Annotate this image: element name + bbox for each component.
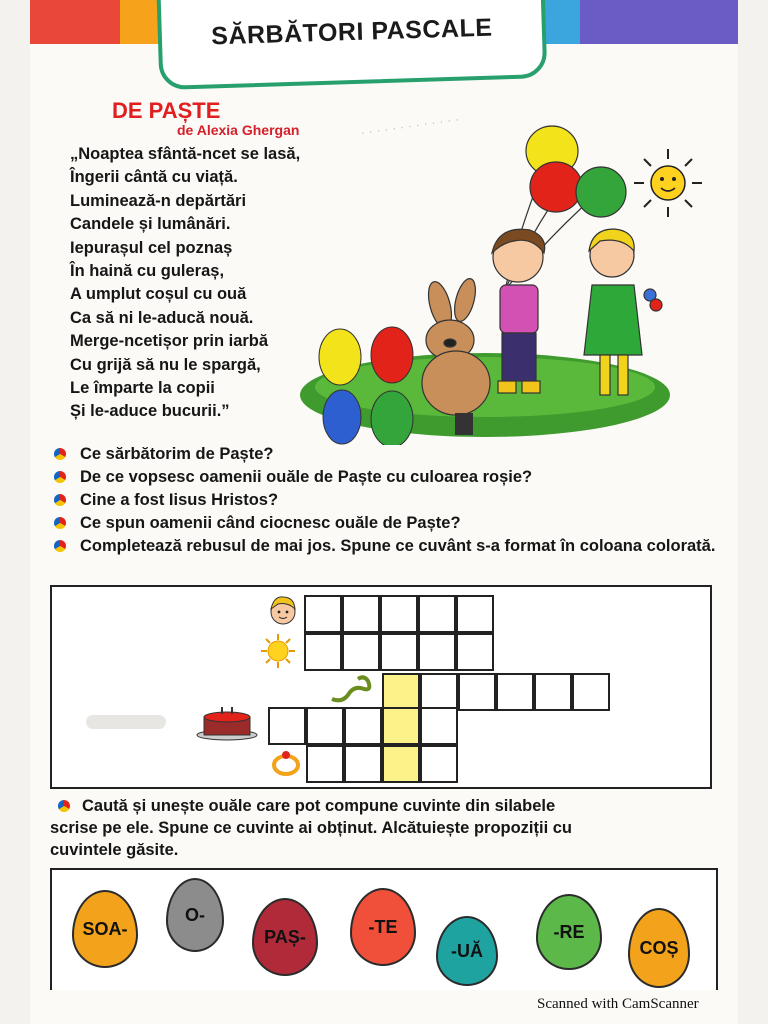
crossword-cell[interactable] — [344, 745, 382, 783]
poem-line: Cu grijă să nu le spargă, — [70, 355, 261, 374]
easter-illustration — [300, 125, 710, 445]
egg-syllable-re[interactable]: -RE — [536, 894, 602, 970]
bullet-icon — [54, 540, 66, 552]
crossword-cell[interactable] — [418, 595, 456, 633]
blue-egg — [323, 390, 361, 444]
paint-pot — [455, 413, 473, 435]
bullet-icon — [54, 448, 66, 460]
crossword-cell[interactable] — [382, 707, 420, 745]
crossword-cell[interactable] — [342, 595, 380, 633]
show-through-text: · · · · · · · · · · · · · — [359, 111, 461, 140]
crossword-cell[interactable] — [304, 633, 342, 671]
egg-syllable-cos[interactable]: COȘ — [628, 908, 690, 988]
egg-task-instructions — [50, 795, 720, 861]
questions-list — [52, 443, 722, 558]
task-line: Caută și unește ouăle care pot compune cuvinte din silabele — [82, 797, 556, 815]
page-title: SĂRBĂTORI PASCALE — [210, 13, 493, 51]
title-banner — [157, 0, 548, 90]
green-egg — [371, 391, 413, 445]
poem-line: Și le-aduce bucurii.” — [70, 402, 230, 421]
crossword-cell[interactable] — [418, 633, 456, 671]
egg-syllable-soa[interactable]: SOA- — [72, 890, 138, 968]
sun-icon — [260, 633, 296, 669]
cake-icon — [194, 705, 260, 741]
yellow-egg — [319, 329, 361, 385]
poem-line: A umplut coșul cu ouă — [70, 285, 247, 304]
crossword-cell[interactable] — [380, 595, 418, 633]
task-line: cuvintele găsite. — [50, 841, 179, 859]
question-item: De ce vopsesc oamenii ouăle de Paște cu culoarea roșie? — [52, 466, 722, 489]
child-face-icon — [266, 593, 300, 627]
crossword-cell[interactable] — [572, 673, 610, 711]
crossword-cell[interactable] — [268, 707, 306, 745]
scanner-watermark: Scanned with CamScanner — [537, 996, 699, 1012]
crossword-cell[interactable] — [534, 673, 572, 711]
egg-syllable-te[interactable]: -TE — [350, 888, 416, 966]
bullet-icon — [58, 800, 70, 812]
poem-line: În haină cu guleraș, — [70, 262, 225, 281]
crossword-cell[interactable] — [306, 707, 344, 745]
egg-syllable-ua[interactable]: -UĂ — [436, 916, 498, 986]
syllable-eggs-panel — [50, 868, 718, 990]
poem-line: Iepurașul cel poznaș — [70, 238, 233, 257]
crossword-puzzle — [50, 585, 712, 789]
poem-line: Luminează-n depărtări — [70, 191, 247, 210]
crossword-cell[interactable] — [344, 707, 382, 745]
crossword-cell[interactable] — [382, 745, 420, 783]
crossword-cell[interactable] — [420, 707, 458, 745]
egg-syllable-pas[interactable]: PAȘ- — [252, 898, 318, 976]
ring-icon — [270, 749, 302, 777]
crossword-cell[interactable] — [456, 633, 494, 671]
question-item: Cine a fost Iisus Hristos? — [52, 489, 722, 512]
snake-icon — [328, 673, 374, 705]
crossword-cell[interactable] — [420, 673, 458, 711]
bullet-icon — [54, 517, 66, 529]
bunny-figure — [422, 276, 490, 415]
sun-icon — [634, 149, 702, 217]
poem-line: Îngerii cântă cu viață. — [70, 168, 238, 187]
poem-line: Merge-ncetișor prin iarbă — [70, 332, 269, 351]
bullet-icon — [54, 494, 66, 506]
poem-title: DE PAȘTE — [112, 98, 221, 123]
crossword-cell[interactable] — [420, 745, 458, 783]
poem-text — [70, 143, 300, 424]
crossword-cell[interactable] — [304, 595, 342, 633]
bullet-icon — [54, 471, 66, 483]
poem-line: Le împarte la copii — [70, 379, 215, 398]
crossword-cell[interactable] — [382, 673, 420, 711]
question-item: Completează rebusul de mai jos. Spune ce cuvânt s-a format în coloana colorată. — [52, 535, 720, 558]
poem-line: „Noaptea sfântă-ncet se lasă, — [70, 145, 301, 163]
eraser-smudge — [86, 715, 166, 729]
task-line: scrise pe ele. Spune ce cuvinte ai obținut. Alcătuiește propoziții cu — [50, 819, 573, 837]
crossword-cell[interactable] — [380, 633, 418, 671]
crossword-cell[interactable] — [456, 595, 494, 633]
egg-syllable-o[interactable]: O- — [166, 878, 224, 952]
poem-line: Candele și lumânări. — [70, 215, 231, 234]
crossword-cell[interactable] — [342, 633, 380, 671]
question-item: Ce sărbătorim de Paște? — [52, 443, 722, 466]
question-item: Ce spun oamenii când ciocnesc ouăle de Paște? — [52, 512, 722, 535]
crossword-cell[interactable] — [306, 745, 344, 783]
poem-author: de Alexia Ghergan — [177, 122, 300, 138]
poem-line: Ca să ni le-aducă nouă. — [70, 308, 254, 327]
red-egg — [371, 327, 413, 383]
crossword-cell[interactable] — [496, 673, 534, 711]
crossword-cell[interactable] — [458, 673, 496, 711]
